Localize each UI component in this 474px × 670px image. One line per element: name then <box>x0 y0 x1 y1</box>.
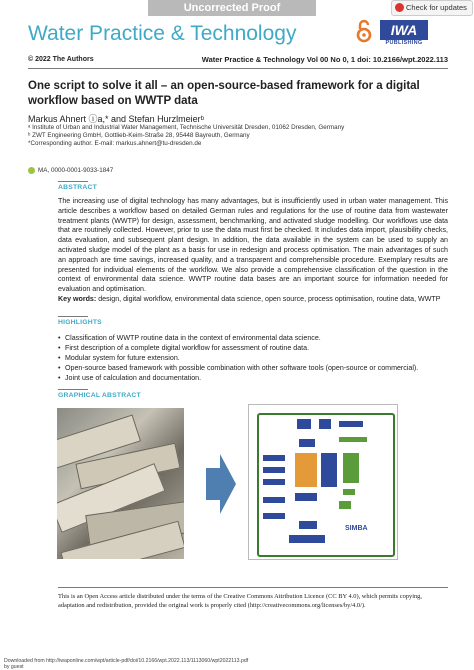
diagram-node <box>319 419 331 429</box>
crossmark-icon <box>395 3 404 12</box>
abstract-heading: ABSTRACT <box>58 184 97 191</box>
archive-documents-photo <box>57 408 184 559</box>
check-for-updates-button[interactable] <box>391 0 473 16</box>
orcid-line[interactable] <box>28 167 113 174</box>
diagram-node <box>299 521 317 529</box>
section-rule <box>58 389 88 390</box>
journal-title: Water Practice & Technology <box>28 22 297 45</box>
affiliation: ᵇ ZWT Engineering GmbH, Gottlieb-Keim-Straße 28, 95448 Bayreuth, Germany <box>28 132 250 139</box>
article-title: One script to solve it all – an open-source-based framework for a digital workflow based on WWTP data <box>28 80 420 107</box>
keywords-label: Key words: <box>58 295 97 303</box>
publisher-name: PUBLISHING <box>385 40 423 46</box>
diagram-node <box>321 453 337 487</box>
highlight-item: • Modular system for future extension. <box>58 353 448 363</box>
citation: Water Practice & Technology Vol 00 No 0, 1 doi: 10.2166/wpt.2022.113 <box>201 55 448 64</box>
highlight-item: • First description of a complete digital workflow for assessment of routine data. <box>58 343 448 353</box>
orcid-icon <box>28 167 35 174</box>
diagram-node <box>263 455 285 461</box>
highlights-list <box>58 333 448 383</box>
diagram-node <box>289 535 325 543</box>
iwa-logo: IWA <box>380 20 428 40</box>
check-updates-label: Check for updates <box>406 3 467 12</box>
diagram-node <box>339 501 351 509</box>
uncorrected-proof-banner: Uncorrected Proof <box>148 0 316 16</box>
diagram-node <box>343 489 355 495</box>
arrow-right-icon <box>206 454 236 514</box>
orcid-text: MA, 0000-0001-9033-1847 <box>38 167 114 175</box>
diagram-node <box>263 479 285 485</box>
diagram-node <box>339 437 367 442</box>
copyright: © 2022 The Authors <box>28 56 94 63</box>
highlight-item: • Open-source based framework with possible combination with other software tools (open-source or commercial). <box>58 363 448 373</box>
affiliation: ᵃ Institute of Urban and Industrial Water Management, Technische Universität Dresden, 01062 Dresden, Germany <box>28 124 345 131</box>
diagram-node <box>343 453 359 483</box>
simba-label: SIMBA <box>345 525 368 532</box>
abstract-text: The increasing use of digital technology has many advantages, but is insufficiently used in urban water management. This article describes a workflow based on detailed German rules and regulations for the use of routine data from wastewater treatment plants (WWTP) for design, assessment, benchmarking, and activated sludge modelling. Our workflows use data that are routinely collected. However, prior to use the data must first be checked. It includes data import, plausibility checks, data evaluation, and subsequent plant design. In addition, the data available in the system can be used to supply an activated sludge model of the plant as a basis for use in redesign and process optimisation. The main advantages of such an approach are time savings, increased quality, and a transparent and comprehensible procedure. Exemplary results are presented for individual elements of the workflow. We also provide a comprehensive classification of the question in the context of environmental data science. WWTP routine data bases are an important source for information needed for evaluation and optimisation. <box>58 197 448 294</box>
diagram-node <box>297 419 311 429</box>
open-access-icon <box>354 19 374 43</box>
graphical-abstract-heading: GRAPHICAL ABSTRACT <box>58 392 141 399</box>
highlight-item: • Joint use of calculation and documentation. <box>58 373 448 383</box>
divider <box>28 68 448 69</box>
highlight-item: • Classification of WWTP routine data in the context of environmental data science. <box>58 333 448 343</box>
license-text: This is an Open Access article distributed under the terms of the Creative Commons Attribution Licence (CC BY 4.0), which permits copying, adaptation and redistribution, provided the original work is properly cited (http://creativecommons.org/licenses/by/4.0/). <box>58 593 422 609</box>
diagram-node <box>263 513 285 519</box>
corresponding-author[interactable]: *Corresponding author. E-mail: markus.ahnert@tu-dresden.de <box>28 140 202 147</box>
authors: Markus Ahnert ⓘa,* and Stefan Hurzlmeierᵇ <box>28 114 204 124</box>
highlights-heading: HIGHLIGHTS <box>58 319 102 326</box>
keywords <box>58 295 448 303</box>
diagram-node <box>295 453 317 487</box>
diagram-node <box>295 493 317 501</box>
diagram-node <box>263 467 285 473</box>
diagram-node <box>339 421 363 427</box>
keywords-list: design, digital workflow, environmental data science, open source, process optimisation, routine data, WWTP <box>98 295 441 303</box>
download-user: by guest <box>4 663 24 670</box>
diagram-node <box>299 439 315 447</box>
diagram-node <box>263 497 285 503</box>
workflow-diagram <box>248 404 398 560</box>
download-source: Downloaded from http://iwaponline.com/wpt/article-pdf/doi/10.2166/wpt.2022.113/1113060/wpt2022113.pdf <box>4 658 249 664</box>
section-rule <box>58 181 88 182</box>
download-footer <box>4 659 248 670</box>
divider <box>58 587 448 588</box>
affiliations <box>28 124 344 148</box>
section-rule <box>58 316 88 317</box>
